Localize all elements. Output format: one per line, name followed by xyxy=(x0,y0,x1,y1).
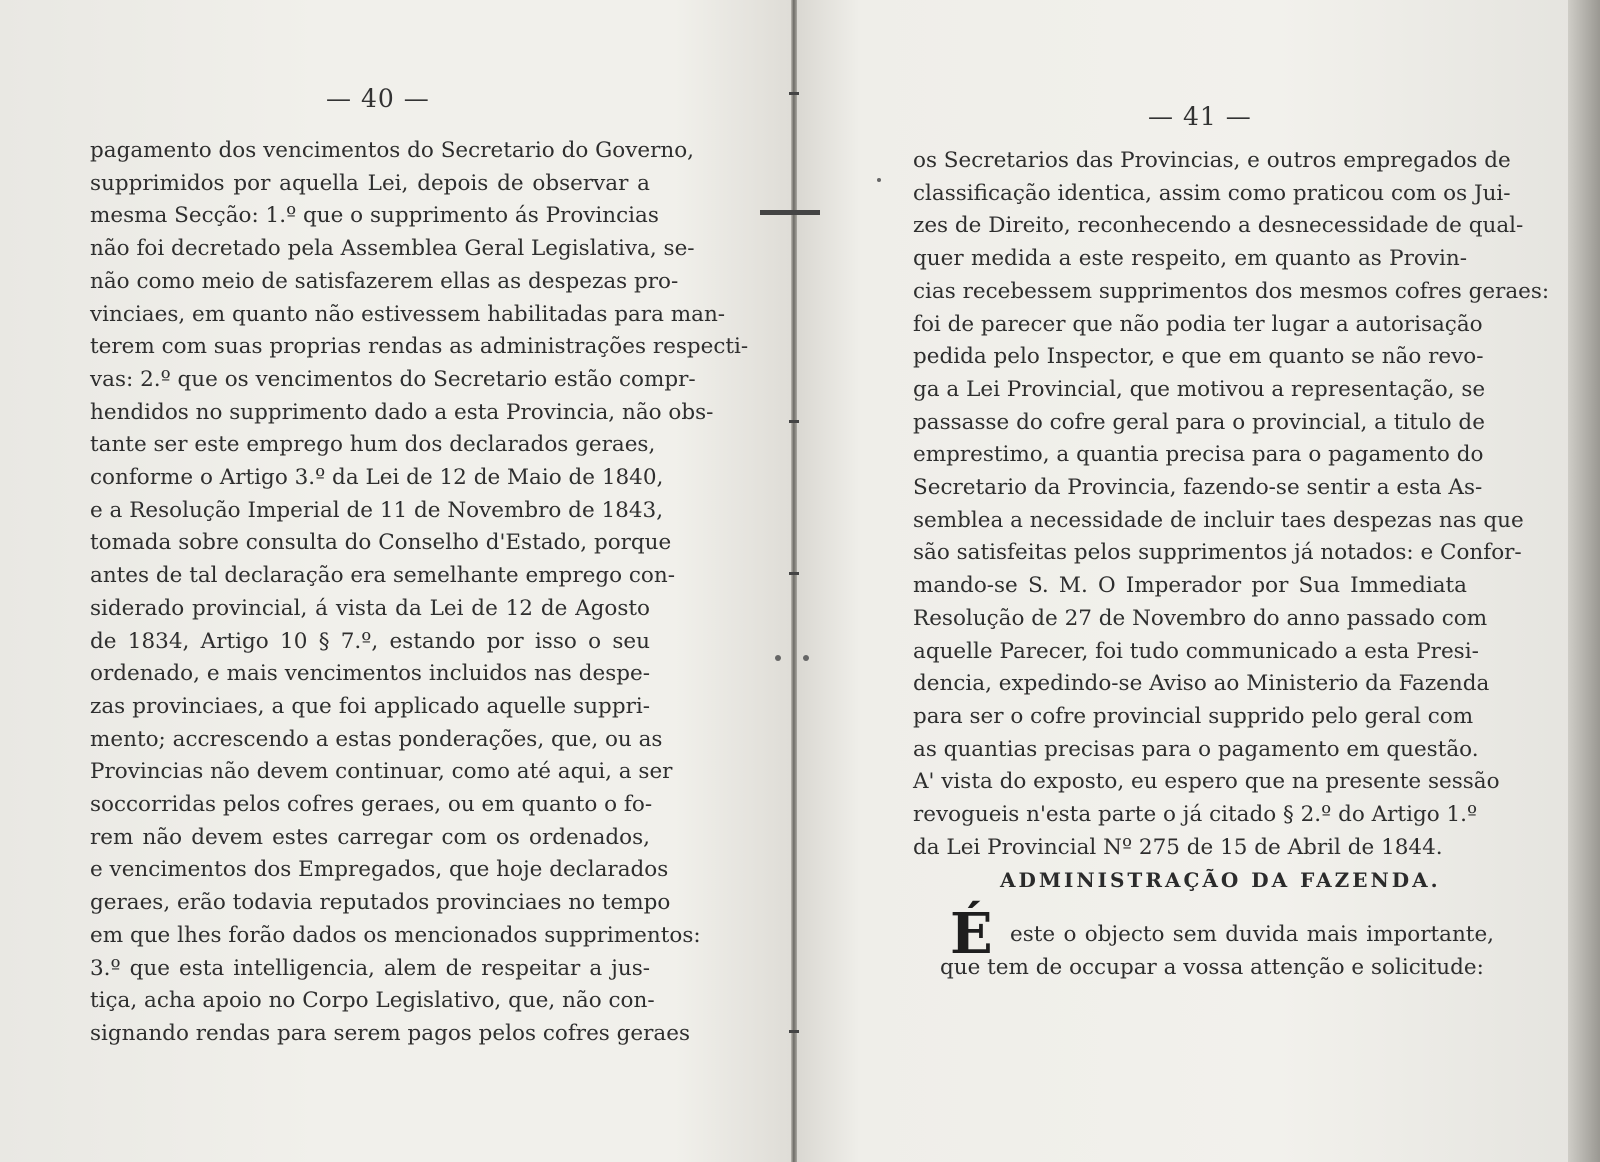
text-line: A' vista do exposto, eu espero que na presente sessão xyxy=(913,769,1500,795)
text-line: mento; accrescendo a estas ponderações, que, ou as xyxy=(90,726,663,752)
text-line: os Secretarios das Provincias, e outros empregados de xyxy=(913,148,1511,173)
text-line: rem não devem estes carregar com os ordenados, xyxy=(90,824,650,850)
text-line: Secretario da Provincia, fazendo-se sentir a esta As- xyxy=(913,475,1483,501)
text-line: cias recebessem supprimentos dos mesmos cofres geraes: xyxy=(913,278,1550,304)
text-line: e a Resolução Imperial de 11 de Novembro de 1843, xyxy=(90,497,664,523)
ink-speck xyxy=(803,655,809,661)
text-line: em que lhes forão dados os mencionados supprimentos: xyxy=(90,922,701,948)
section-heading: ADMINISTRAÇÃO DA FAZENDA. xyxy=(1000,868,1441,892)
text-line: revogueis n'esta parte o já citado § 2.º do Artigo 1.º xyxy=(913,802,1478,828)
text-line: zes de Direito, reconhecendo a desnecessidade de qual- xyxy=(913,213,1524,239)
text-line: emprestimo, a quantia precisa para o pagamento do xyxy=(913,442,1484,468)
text-line: Provincias não devem continuar, como até aqui, a ser xyxy=(90,759,673,785)
text-line: antes de tal declaração era semelhante emprego con- xyxy=(90,563,675,589)
binding-stitch xyxy=(760,210,820,215)
text-line: não foi decretado pela Assemblea Geral Legislativa, se- xyxy=(90,236,695,262)
text-line: não como meio de satisfazerem ellas as despezas pro- xyxy=(90,268,679,294)
page-number: — 41 — xyxy=(1148,102,1252,131)
text-line: mesma Secção: 1.º que o supprimento ás Provincias xyxy=(90,203,659,229)
text-line: siderado provincial, á vista da Lei de 12 de Agosto xyxy=(90,595,650,621)
text-line: as quantias precisas para o pagamento em questão. xyxy=(913,736,1479,762)
left-page xyxy=(0,0,795,1162)
text-line: aquelle Parecer, foi tudo communicado a esta Presi- xyxy=(913,638,1479,664)
text-line: este o objecto sem duvida mais importante, xyxy=(1010,922,1494,947)
text-line: e vencimentos dos Empregados, que hoje declarados xyxy=(90,857,669,883)
text-line: ordenado, e mais vencimentos incluidos nas despe- xyxy=(90,661,650,687)
section-text xyxy=(940,919,1494,984)
text-line: tante ser este emprego hum dos declarados geraes, xyxy=(90,432,656,458)
text-line: de 1834, Artigo 10 § 7.º, estando por isso o seu xyxy=(90,628,650,654)
text-line: pagamento dos vencimentos do Secretario do Governo, xyxy=(90,138,695,163)
text-line: para ser o cofre provincial supprido pelo geral com xyxy=(913,703,1474,729)
book-gutter xyxy=(791,0,797,1162)
text-line: terem com suas proprias rendas as administrações respecti- xyxy=(90,334,749,360)
text-line: soccorridas pelos cofres geraes, ou em quanto o fo- xyxy=(90,792,653,818)
binding-stitch xyxy=(789,1030,799,1033)
drop-cap: É xyxy=(950,901,993,967)
text-line: passasse do cofre geral para o provincial, a titulo de xyxy=(913,409,1485,435)
page-text xyxy=(913,145,1550,864)
text-line: hendidos no supprimento dado a esta Provincia, não obs- xyxy=(90,399,714,425)
text-line: dencia, expedindo-se Aviso ao Ministerio da Fazenda xyxy=(913,671,1490,697)
text-line: supprimidos por aquella Lei, depois de observar a xyxy=(90,170,650,196)
page-number: — 40 — xyxy=(326,84,430,113)
text-line: geraes, erão todavia reputados provinciaes no tempo xyxy=(90,890,671,916)
text-line: vas: 2.º que os vencimentos do Secretario estão compr- xyxy=(90,366,696,392)
text-line: ga a Lei Provincial, que motivou a representação, se xyxy=(913,376,1486,402)
page-text xyxy=(90,135,749,1051)
text-line: da Lei Provincial Nº 275 de 15 de Abril de 1844. xyxy=(913,834,1443,860)
text-line: foi de parecer que não podia ter lugar a autorisação xyxy=(913,311,1483,337)
text-line: conforme o Artigo 3.º da Lei de 12 de Maio de 1840, xyxy=(90,465,664,491)
page-edge xyxy=(1568,0,1600,1162)
text-line: classificação identica, assim como praticou com os Jui- xyxy=(913,180,1511,206)
text-line: mando-se S. M. O Imperador por Sua Immediata xyxy=(913,573,1467,599)
ink-speck xyxy=(775,655,781,661)
text-line: tiça, acha apoio no Corpo Legislativo, que, não con- xyxy=(90,988,655,1014)
text-line: 3.º que esta intelligencia, alem de respeitar a jus- xyxy=(90,955,650,981)
text-line: tomada sobre consulta do Conselho d'Estado, porque xyxy=(90,530,672,556)
text-line: Resolução de 27 de Novembro do anno passado com xyxy=(913,605,1488,631)
text-line: semblea a necessidade de incluir taes despezas nas que xyxy=(913,507,1524,533)
text-line: pedida pelo Inspector, e que em quanto se não revo- xyxy=(913,344,1484,370)
binding-stitch xyxy=(789,420,799,423)
text-line: quer medida a este respeito, em quanto as Provin- xyxy=(913,246,1467,272)
binding-stitch xyxy=(789,572,799,575)
text-line: que tem de occupar a vossa attenção e solicitude: xyxy=(940,954,1484,980)
text-line: signando rendas para serem pagos pelos cofres geraes xyxy=(90,1020,690,1046)
text-line: zas provinciaes, a que foi applicado aquelle suppri- xyxy=(90,693,650,719)
text-line: são satisfeitas pelos supprimentos já notados: e Confor- xyxy=(913,540,1522,566)
ink-speck xyxy=(877,178,881,182)
binding-stitch xyxy=(789,92,799,95)
text-line: vinciaes, em quanto não estivessem habilitadas para man- xyxy=(90,301,726,327)
